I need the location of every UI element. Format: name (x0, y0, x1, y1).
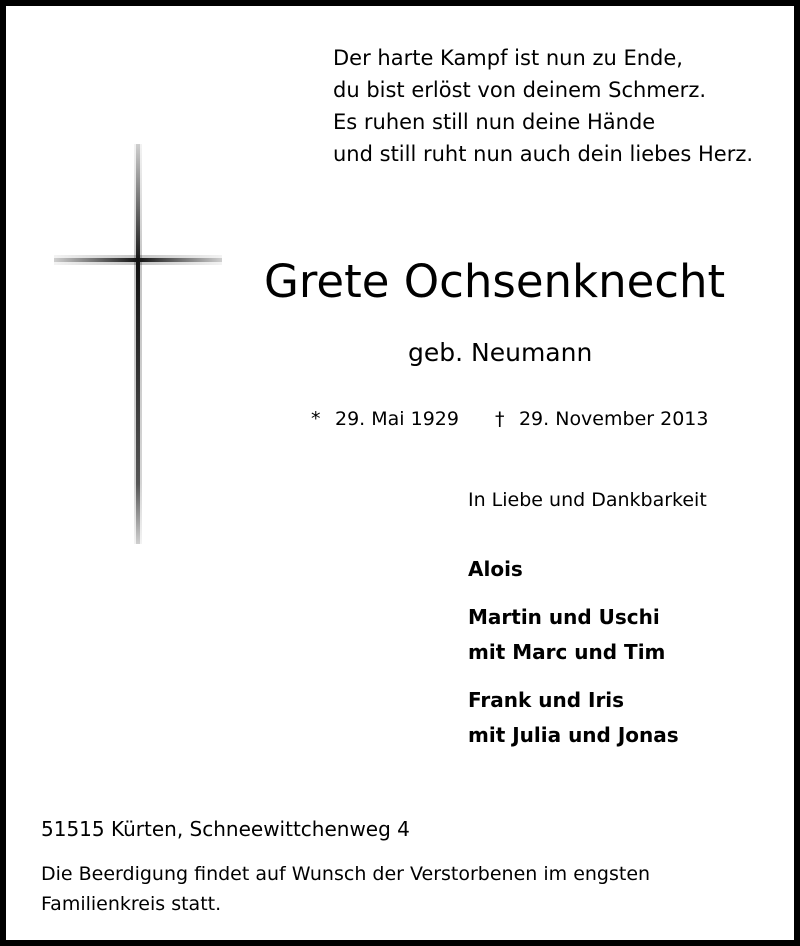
dedication: In Liebe und Dankbarkeit (468, 489, 707, 511)
mourner-line: Martin und Uschi (468, 605, 660, 629)
mourner-group (468, 552, 679, 587)
poem-line: Es ruhen still nun deine Hände (333, 110, 656, 134)
death-date: 29. November 2013 (518, 408, 709, 430)
poem-line: du bist erlöst von deinem Schmerz. (333, 78, 707, 102)
life-dates (311, 405, 708, 433)
maiden-name: geb. Neumann (408, 338, 593, 367)
birth-star-icon: * (311, 408, 321, 430)
funeral-note-line: Familienkreis statt. (41, 893, 222, 915)
birth-date: 29. Mai 1929 (335, 408, 459, 430)
death-dagger-icon: † (494, 408, 505, 430)
mourner-line: mit Julia und Jonas (468, 723, 679, 747)
mourner-group (468, 600, 679, 670)
poem-line: Der harte Kampf ist nun zu Ende, (333, 46, 683, 70)
mourner-line: mit Marc und Tim (468, 640, 666, 664)
mourner-line: Frank und Iris (468, 688, 625, 712)
mourner-group (468, 683, 679, 753)
funeral-note (41, 859, 741, 919)
poem (333, 42, 753, 170)
mourner-line: Alois (468, 557, 523, 581)
deceased-name: Grete Ochsenknecht (264, 255, 726, 308)
mourners-list (468, 552, 679, 766)
christian-cross-icon (54, 144, 222, 544)
family-address: 51515 Kürten, Schneewittchenweg 4 (41, 817, 410, 841)
funeral-note-line: Die Beerdigung findet auf Wunsch der Verstorbenen im engsten (41, 863, 651, 885)
poem-line: und still ruht nun auch dein liebes Herz. (333, 142, 754, 166)
